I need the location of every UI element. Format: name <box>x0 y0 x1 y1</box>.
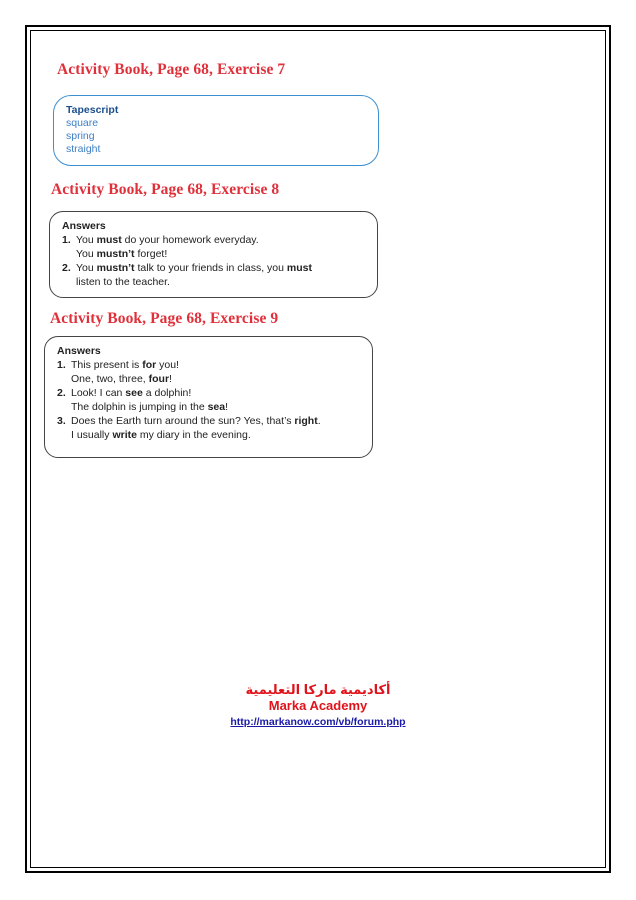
answer-keyword: see <box>125 387 143 399</box>
answer-item <box>57 358 360 386</box>
answer-keyword: must <box>286 262 312 274</box>
answer-text: The dolphin is jumping in the <box>71 401 208 413</box>
answer-line <box>71 414 360 428</box>
answer-line <box>71 400 360 414</box>
answer-number: 3. <box>57 415 66 427</box>
answer-line <box>76 261 365 275</box>
academy-name: Marka Academy <box>268 698 368 713</box>
answer-number: 2. <box>62 262 71 274</box>
answer-text: . <box>317 415 321 427</box>
answers-list <box>62 233 365 289</box>
answer-keyword: write <box>112 429 137 441</box>
tapescript-word: straight <box>66 143 101 155</box>
answer-text: You <box>76 262 97 274</box>
answer-number: 1. <box>62 234 71 246</box>
tapescript-word: square <box>66 117 99 129</box>
answer-text: I usually <box>71 429 113 441</box>
answer-number: 1. <box>57 359 66 371</box>
answer-item <box>57 386 360 414</box>
answer-text: my diary in the evening. <box>136 429 251 441</box>
answer-text: You <box>76 248 97 260</box>
answer-keyword: for <box>142 359 157 371</box>
tapescript-title: Tapescript <box>66 104 119 116</box>
answer-keyword: mustn’t <box>96 248 135 260</box>
forum-link[interactable] <box>0 716 636 728</box>
answer-keyword: four <box>148 373 170 385</box>
answer-item <box>62 233 365 261</box>
answer-text: you! <box>156 359 179 371</box>
answer-text: Look! I can <box>71 387 126 399</box>
answer-line <box>71 428 360 442</box>
answer-line <box>71 386 360 400</box>
answer-line <box>71 372 360 386</box>
exercise-8-answers-box <box>49 211 378 298</box>
answers-title: Answers <box>62 220 106 232</box>
answer-keyword: sea <box>207 401 226 413</box>
answer-text: One, two, three, <box>71 373 149 385</box>
answers-list <box>57 358 360 442</box>
exercise-9-heading: Activity Book, Page 68, Exercise 9 <box>50 310 279 327</box>
answer-text: This present is <box>71 359 143 371</box>
answer-text: talk to your friends in class, you <box>134 262 287 274</box>
answer-line <box>76 275 365 289</box>
answer-keyword: right <box>294 415 318 427</box>
answer-line <box>76 233 365 247</box>
answer-text: do your homework everyday. <box>121 234 259 246</box>
exercise-8-heading: Activity Book, Page 68, Exercise 8 <box>51 181 280 198</box>
answer-keyword: must <box>96 234 122 246</box>
exercise-9-answers-box <box>44 336 373 458</box>
answer-line <box>76 247 365 261</box>
tapescript-box <box>53 95 379 166</box>
answer-keyword: mustn’t <box>96 262 135 274</box>
exercise-7-heading: Activity Book, Page 68, Exercise 7 <box>57 61 286 78</box>
answer-number: 2. <box>57 387 66 399</box>
tapescript-word: spring <box>66 130 95 142</box>
answer-text: You <box>76 234 97 246</box>
answer-text: ! <box>225 401 229 413</box>
answer-line <box>71 358 360 372</box>
answer-item <box>57 414 360 442</box>
answer-item <box>62 261 365 289</box>
answer-text: Does the Earth turn around the sun? Yes, that’s <box>71 415 295 427</box>
forum-link-text[interactable]: http://markanow.com/vb/forum.php <box>230 716 406 728</box>
answer-text: ! <box>169 373 172 385</box>
answer-text: a dolphin! <box>142 387 192 399</box>
answers-title: Answers <box>57 345 101 357</box>
answer-text: forget! <box>134 248 168 260</box>
academy-arabic-name: أكاديمية ماركا التعليمية <box>245 682 391 697</box>
answer-text: listen to the teacher. <box>76 276 170 288</box>
